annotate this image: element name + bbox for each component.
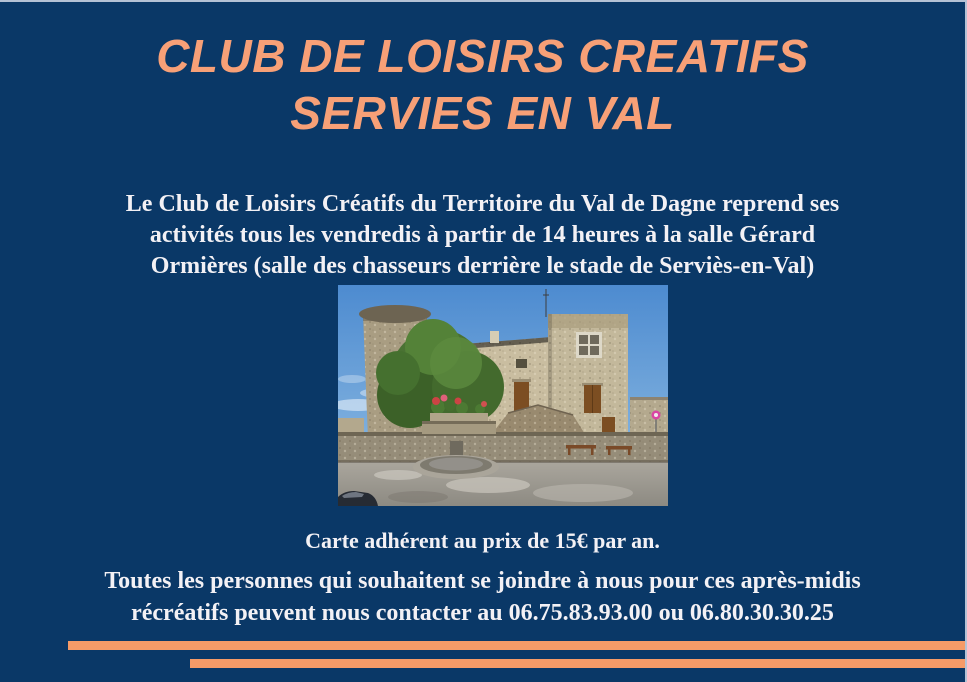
castle-village-square-photo bbox=[338, 285, 668, 506]
membership-fee-line: Carte adhérent au prix de 15€ par an. bbox=[305, 528, 660, 553]
contact-paragraph bbox=[0, 565, 965, 629]
intro-paragraph bbox=[0, 189, 965, 282]
title-line-2: SERVIES EN VAL bbox=[290, 87, 675, 139]
contact-line-1: Toutes les personnes qui souhaitent se joindre à nous pour ces après-midis bbox=[104, 568, 861, 594]
intro-line-2: activités tous les vendredis à partir de 14 heures à la salle Gérard bbox=[149, 222, 816, 248]
accent-bar-top bbox=[68, 641, 965, 650]
title-line-1: CLUB DE LOISIRS CREATIFS bbox=[156, 30, 809, 82]
intro-line-1: Le Club de Loisirs Créatifs du Territoire du Val de Dagne reprend ses bbox=[125, 191, 840, 217]
contact-line-2: récréatifs peuvent nous contacter au 06.75.83.93.00 ou 06.80.30.30.25 bbox=[131, 600, 834, 626]
accent-bar-bottom bbox=[190, 659, 965, 668]
intro-line-3: Ormières (salle des chasseurs derrière le stade de Serviès-en-Val) bbox=[150, 253, 815, 279]
page-title bbox=[0, 28, 965, 142]
